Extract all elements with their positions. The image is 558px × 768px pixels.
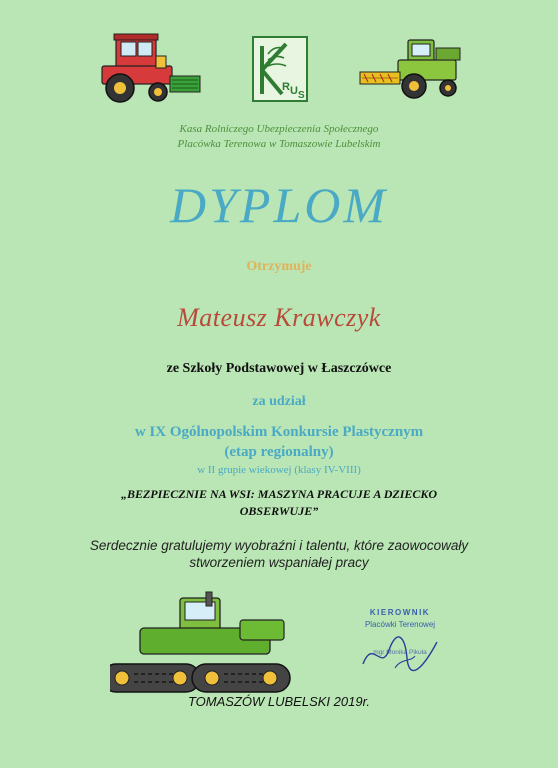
- congratulations-text: [0, 537, 558, 571]
- congrats-line-1: Serdecznie gratulujemy wyobraźni i talentu, które zaowocowały: [89, 538, 469, 553]
- contest-motto: [0, 486, 558, 520]
- age-group: w II grupie wiekowej (klasy IV-VIII): [197, 464, 361, 476]
- diploma-title: DYPLOM: [169, 177, 389, 233]
- stamp-signer: mgr Monika Pikuła: [373, 649, 427, 656]
- stamp-title: KIEROWNIK: [369, 608, 431, 617]
- place-and-year: TOMASZÓW LUBELSKI 2019r.: [187, 694, 371, 709]
- contest-name: w IX Ogólnopolskim Konkursie Plastycznym: [134, 424, 424, 440]
- krus-logo-icon: [252, 36, 308, 102]
- participation-label: za udział: [252, 394, 306, 409]
- green-combine-icon: [358, 34, 470, 100]
- red-harvester-icon: [94, 30, 206, 108]
- institution-branch: Placówka Terenowa w Tomaszowie Lubelskim: [177, 138, 381, 150]
- congrats-line-2: stworzeniem wspaniałej pracy: [189, 555, 369, 570]
- recipient-name: Mateusz Krawczyk: [177, 303, 381, 332]
- receives-label: Otrzymuje: [246, 259, 312, 274]
- svg-text:S: S: [298, 90, 305, 101]
- contest-stage: (etap regionalny): [224, 444, 334, 460]
- svg-text:R: R: [282, 81, 290, 93]
- school-line: ze Szkoły Podstawowej w Łaszczówce: [166, 361, 392, 376]
- motto-line-2: OBSERWUJE”: [239, 504, 319, 518]
- motto-line-1: „BEZPIECZNIE NA WSI: MASZYNA PRACUJE A DZIECKO: [120, 487, 438, 501]
- green-tractor-icon: [110, 590, 300, 696]
- svg-text:U: U: [290, 85, 298, 97]
- stamp-office: Placówki Terenowej: [364, 620, 436, 629]
- handwritten-signature: [355, 628, 445, 678]
- institution-name: Kasa Rolniczego Ubezpieczenia Społecznego: [179, 123, 379, 135]
